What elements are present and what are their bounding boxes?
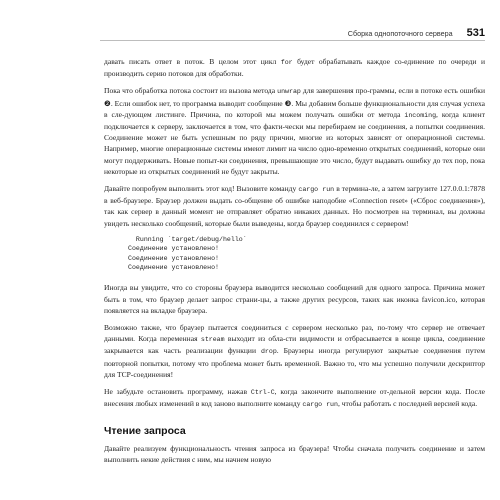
inline-code-drop: drop [260, 348, 277, 356]
inline-code-cargo-run-2: cargo run [302, 401, 338, 409]
paragraph-3: Давайте попробуем выполнить этот код! Вызовите команду cargo run в термина-ле, а затем загрузите 127.0.0.1:7878 в веб-браузере. Браузер должен выдать со-общение об ошибке наподобие «Connection reset» («Сброс соединения»), так как сервер в данный момент не отправляет обратно никаких данных. Но посмотрев на терминал, вы должны увидеть несколько сообщений, которые были выведены, когда браузер соединился с сервером! [104, 184, 485, 228]
running-header [100, 24, 485, 41]
inline-code-incoming: incoming [404, 111, 437, 119]
paragraph-7: Давайте реализуем функциональность чтения запроса из браузера! Чтобы сначала получить соединение и затем выполнить некие действия с ним, мы начнем новую [104, 443, 485, 464]
callout-marker-2: ❷ [104, 98, 111, 108]
code-line: Соединение установлено! [128, 264, 220, 272]
chapter-title: Сборка однопоточного сервера [347, 29, 453, 38]
inline-code-stream: stream [200, 336, 225, 344]
inline-code-ctrl-c: Ctrl-C [250, 389, 275, 397]
inline-code-for: for [280, 59, 293, 66]
page-body [104, 56, 485, 471]
inline-code-unwrap: unwrap [277, 88, 301, 96]
code-line: Соединение установлено! [128, 245, 220, 253]
inline-code-cargo-run: cargo run [298, 186, 335, 194]
paragraph-5: Возможно также, что браузер пытается соединиться с сервером несколько раз, по-тому что сервер не отвечает данными. Когда переменная stream выходит из обла-сти видимости и отбрасывается в конце цикла, соединение закрывается как часть реализации функции drop. Браузеры иногда регулируют закрытые соединения путем повторной попытки, потому что проблема может быть временной. Важно то, что мы успешно получили дескриптор для TCP-соединения! [104, 323, 485, 379]
page-number: 531 [466, 27, 485, 39]
paragraph-1: давать писать ответ в поток. В целом этот цикл for будет обрабатывать каждое со-единение по очереди и производить серию потоков для обработки. [104, 57, 485, 79]
code-line: Running `target/debug/hello` [128, 235, 247, 243]
callout-marker-3: ❸ [284, 98, 292, 108]
code-line: Соединение установлено! [128, 254, 220, 262]
paragraph-4: Иногда вы увидите, что со стороны браузера выводится несколько сообщений для одного запроса. Причина может быть в том, что браузер делает запрос страни-цы, а также других ресурсов, таких как иконка favicon.ico, которая появляется на вкладке браузера. [104, 283, 485, 315]
section-heading: Чтение запроса [104, 424, 186, 437]
paragraph-2: Пока что обработка потока состоит из вызова метода unwrap для завершения про-граммы, если в потоке есть ошибки ❷. Если ошибок нет, то программа выводит сообщение ❸. Мы добавим больше функциональности для случая успеха в сле-дующем листинге. Причина, по которой мы можем получать ошибки от метода incoming, когда клиент подключается к серверу, заключается в том, что факти-чески мы перебираем не соединения, а попытки соединения. Соединение может не быть успешным по ряду причин, многие из которых зависят от операционной системы. Например, многие операционные системы имеют лимит на число одно-временно открытых соединений, которые они могут поддерживать. Новые попыт-ки соединения, превышающие это число, будут выдавать ошибку до тех пор, пока некоторые из открытых соединений не будут закрыты. [104, 86, 485, 176]
paragraph-6: Не забудьте остановить программу, нажав Ctrl-C, когда закончите выполнение от-дельной версии кода. После внесения любых изменений в код заново выполните команду cargo run, чтобы работать с последней версией кода. [104, 387, 485, 409]
terminal-output [128, 235, 485, 273]
